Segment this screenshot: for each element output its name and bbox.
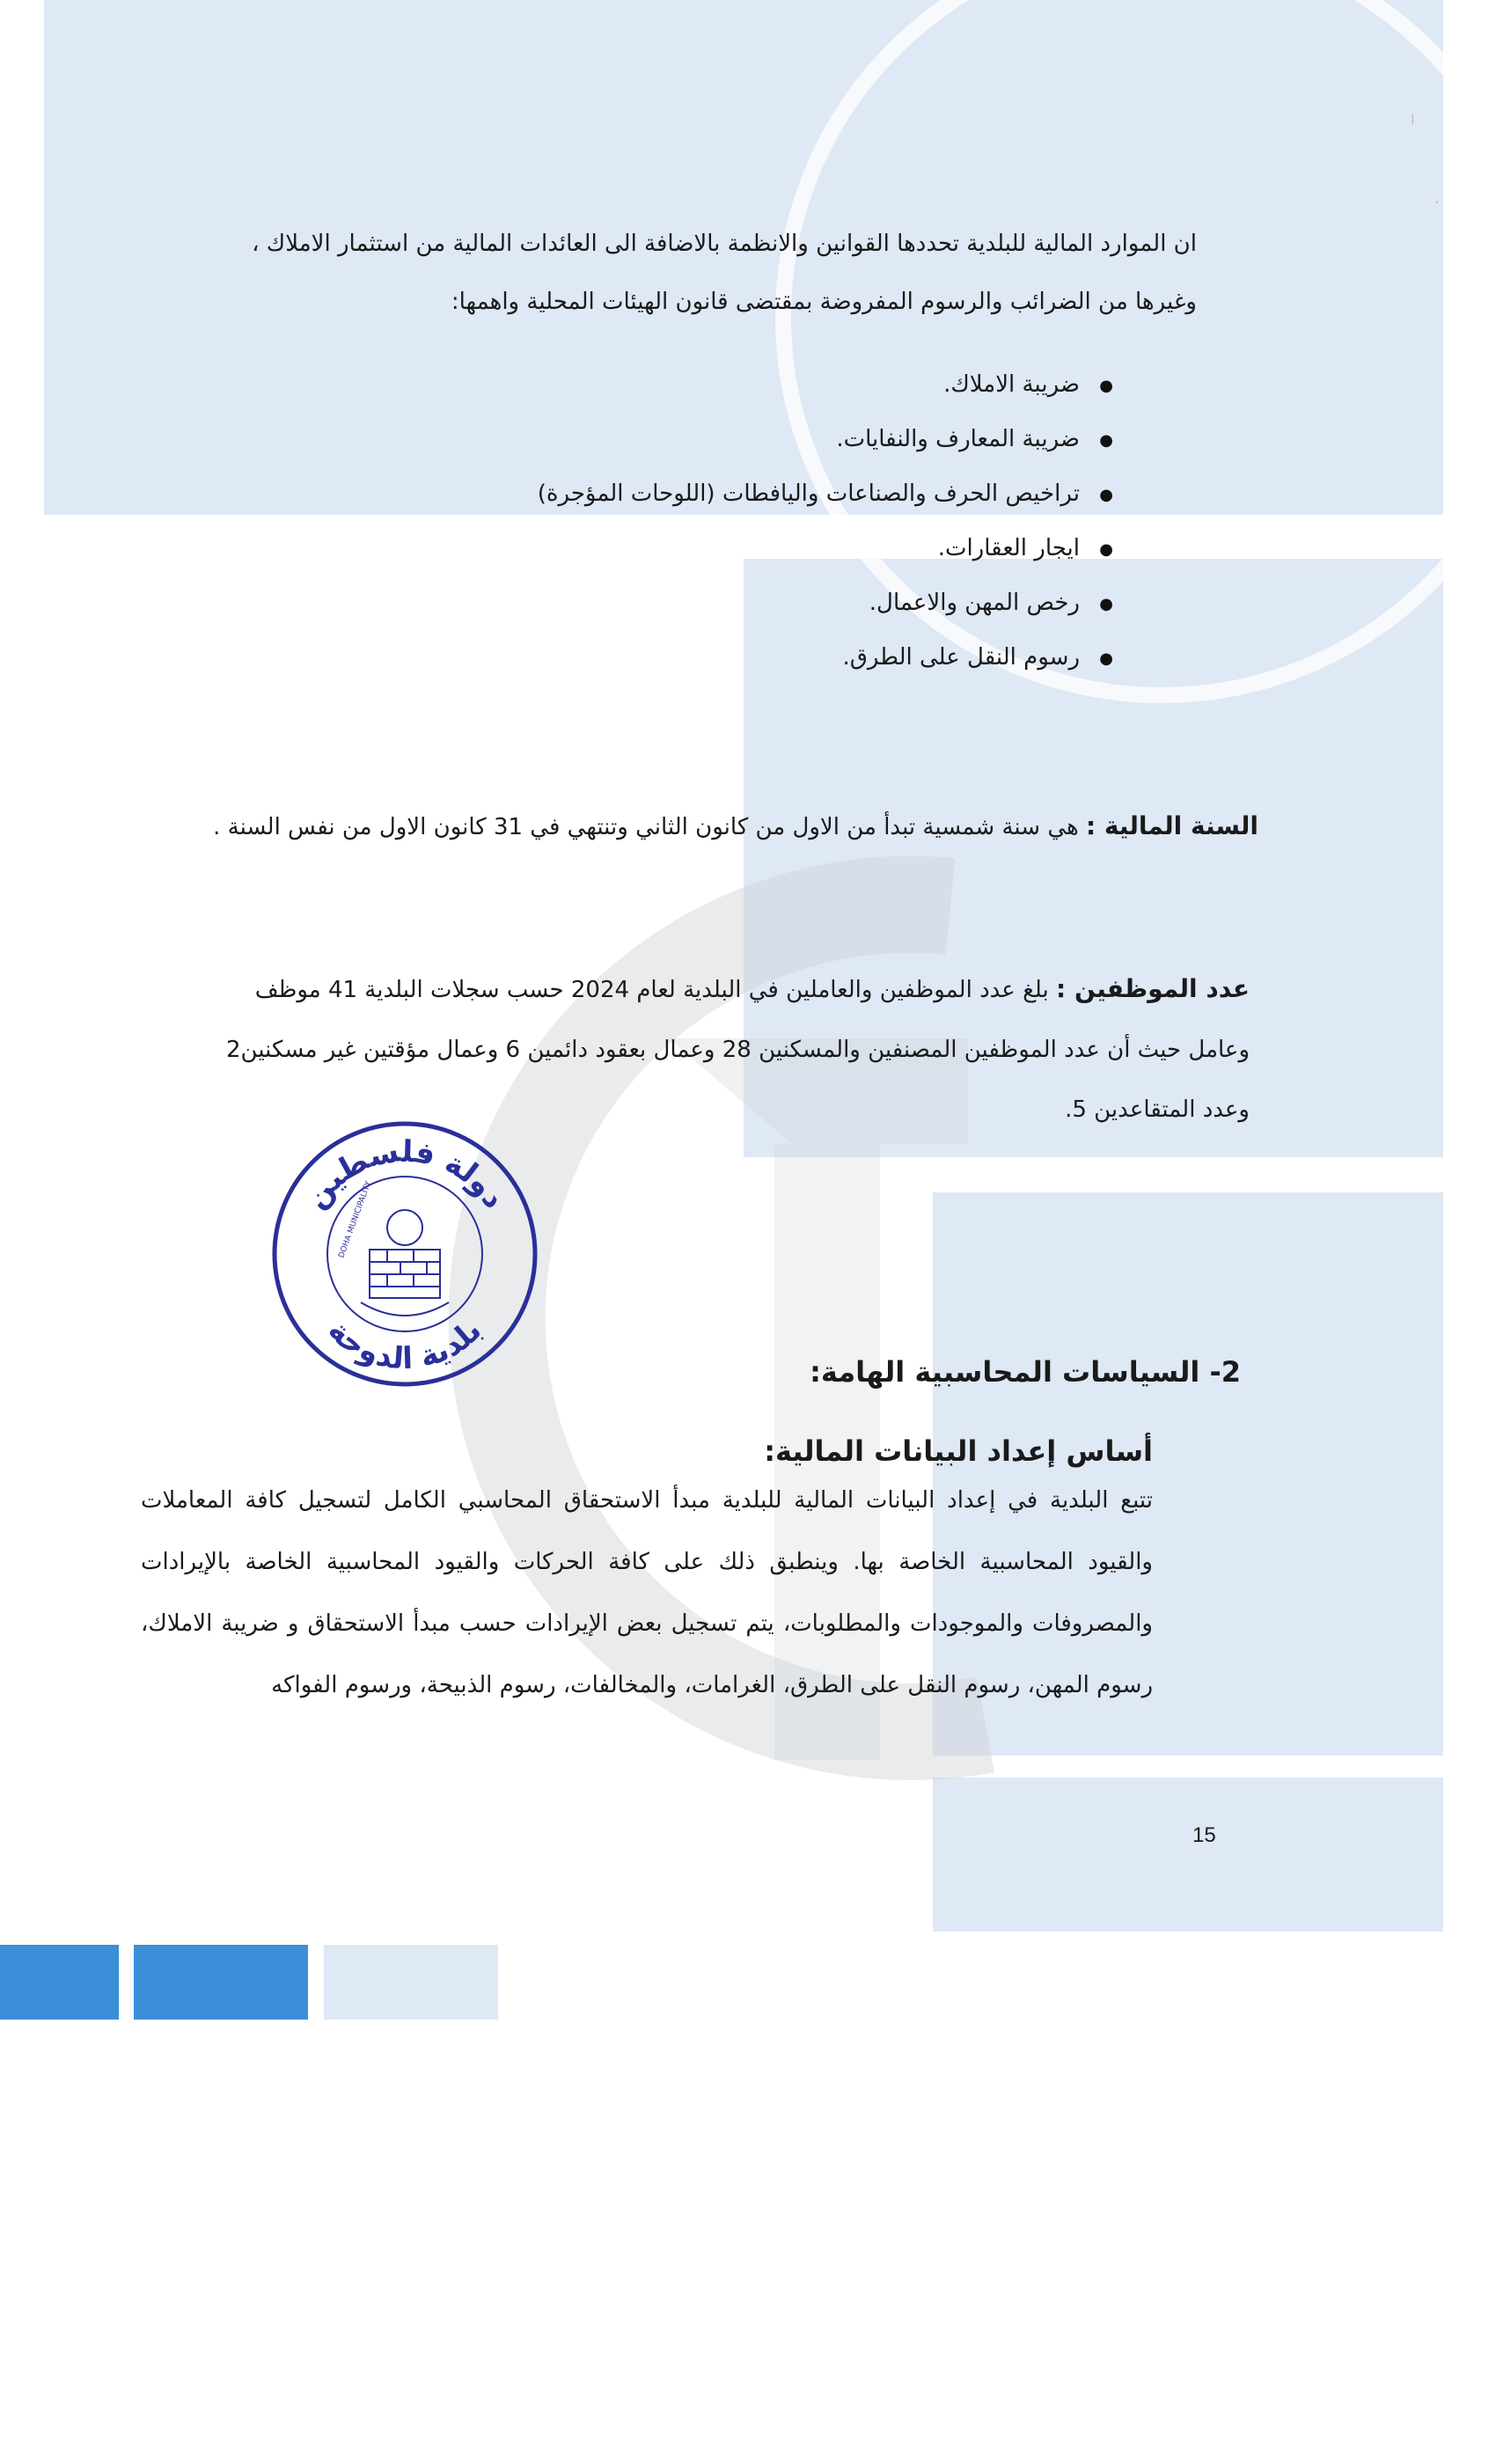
- staff-paragraph: [211, 959, 1250, 1140]
- page-number: 15: [1192, 1823, 1216, 1847]
- section-subheading: أساس إعداد البيانات المالية:: [764, 1434, 1153, 1468]
- svg-text:بلدية الدوحة: [321, 1313, 489, 1376]
- scan-mark: ╷: [1408, 106, 1418, 124]
- list-item: ● رسوم النقل على الطرق.: [321, 641, 1113, 695]
- intro-line-1: ان الموارد المالية للبلدية تحددها القوانين والانظمة بالاضافة الى العائدات المالية من استثمار الاملاك ،: [252, 231, 1197, 257]
- footer-bar-3: [324, 1945, 498, 2020]
- fiscal-year-paragraph: [202, 810, 1258, 844]
- stamp-top-text: دولة فلسطين: [297, 1133, 512, 1215]
- list-item: ● ضريبة الاملاك.: [321, 368, 1113, 422]
- fiscal-year-label: السنة المالية :: [1085, 811, 1258, 840]
- list-item: ● ايجار العقارات.: [321, 532, 1113, 586]
- footer-bar-1: [0, 1945, 119, 2020]
- list-item: ● ضريبة المعارف والنفايات.: [321, 422, 1113, 477]
- footer-bar-2: [134, 1945, 308, 2020]
- stamp-bottom-text: بلدية الدوحة: [320, 1312, 489, 1377]
- scan-mark: ·: [1434, 194, 1440, 212]
- intro-line-2: وغيرها من الضرائب والرسوم المفروضة بمقتضى قانون الهيئات المحلية واهمها:: [451, 289, 1197, 315]
- list-item: ● تراخيص الحرف والصناعات واليافطات (اللوحات المؤجرة): [321, 477, 1113, 532]
- list-item: ● رخص المهن والاعمال.: [321, 586, 1113, 641]
- accounting-policy-paragraph: تتبع البلدية في إعداد البيانات المالية للبلدية مبدأ الاستحقاق المحاسبي الكامل لتسجيل كافة المعاملات والقيود المحاسبية الخاصة بها. وينطبق ذلك على كافة الحركات والقيود المحاسبية الخاصة بالإيرادات والمصروفات والموجودات والمطلوبات، يتم تسجيل بعض الإيرادات حسب مبدأ الاستحقاق و ضريبة الاملاك، رسوم المهن، رسوم النقل على الطرق، الغرامات، والمخالفات، رسوم الذبيحة، ورسوم الفواكه: [141, 1487, 1153, 1698]
- fiscal-year-text: هي سنة شمسية تبدأ من الاول من كانون الثاني وتنتهي في 31 كانون الاول من نفس السنة .: [213, 814, 1086, 840]
- revenue-list: [321, 368, 1113, 695]
- municipality-stamp: [268, 1118, 541, 1390]
- intro-paragraph: [176, 227, 1197, 343]
- section-heading: 2- السياسات المحاسبية الهامة:: [810, 1355, 1241, 1389]
- staff-label: عدد الموظفين :: [1056, 974, 1250, 1003]
- stamp-side-text: DOHA MUNICIPALITY: [337, 1180, 374, 1260]
- staff-text: بلغ عدد الموظفين والعاملين في البلدية لعام 2024 حسب سجلات البلدية 41 موظف وعامل حيث أن عدد الموظفين المصنفين والمسكنين 28 وعمال بعقود دائمين 6 وعمال مؤقتين غير مسكنين2 وعدد المتقاعدين 5.: [226, 977, 1250, 1123]
- stamp-emblem: [361, 1210, 449, 1316]
